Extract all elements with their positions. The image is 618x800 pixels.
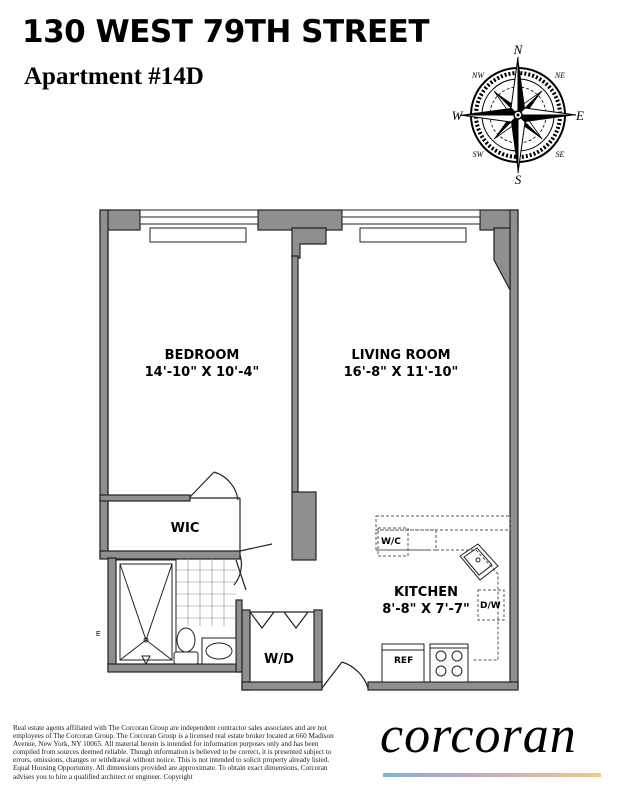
bedroom-name: BEDROOM: [164, 348, 240, 363]
wall-bottom-b: [368, 682, 518, 690]
wall-bedroom-bottom: [100, 495, 190, 501]
compass-label-e: E: [576, 108, 584, 123]
wall-top-mid: [258, 210, 342, 230]
bedroom-label: [132, 347, 272, 381]
wall-partition: [292, 256, 298, 492]
living-room-name: LIVING ROOM: [351, 348, 451, 363]
brand-color-bar: [383, 773, 601, 777]
wd-label: W/D: [264, 652, 294, 667]
compass-label-nw: NW: [472, 71, 484, 80]
wall-right: [510, 210, 518, 688]
ref-label: REF: [394, 656, 414, 666]
side-mark: E: [96, 631, 101, 638]
wall-column-right: [494, 228, 510, 290]
compass-label-w: W: [451, 108, 463, 123]
wall-bath-right: [236, 600, 242, 672]
compass-label-s: S: [514, 172, 522, 187]
compass-label-ne: NE: [554, 71, 566, 80]
compass-label-sw: SW: [472, 150, 484, 159]
wall-column-top: [292, 228, 326, 258]
wall-closet-right: [314, 610, 322, 688]
page-title: 130 WEST 79TH STREET: [22, 14, 430, 50]
wall-bath-left: [108, 558, 116, 670]
wall-bottom-a: [242, 682, 322, 690]
living-room-dims: 16'-8" X 11'-10": [343, 365, 459, 380]
bath-sink: [202, 638, 236, 664]
kitchen-label: [376, 584, 476, 618]
wall-column-bottom: [292, 492, 316, 560]
wic-label: WIC: [170, 521, 200, 536]
bedroom-dims: 14'-10" X 10'-4": [144, 365, 260, 380]
wall-wic-bottom: [100, 551, 240, 559]
dw-label: D/W: [480, 601, 501, 611]
kitchen-sink: [460, 544, 498, 580]
window-bedroom-sill: [150, 228, 246, 242]
stove: [430, 644, 468, 682]
brand-logo: corcoran: [380, 707, 577, 764]
apartment-subtitle: Apartment #14D: [24, 63, 204, 90]
wall-left: [100, 210, 108, 558]
shower: [116, 560, 176, 664]
compass-label-se: SE: [555, 150, 565, 159]
wall-bath-bottom: [108, 664, 240, 672]
wall-closet-left: [242, 610, 250, 690]
wc-label: W/C: [381, 537, 401, 547]
legal-disclaimer: Real estate agents affiliated with The Corcoran Group are independent contractor sales associates and are not employees of The Corcoran Group. The Corcoran Group is a licensed real estate broker located at 660 Madison Avenue, New York, NY 10065. All material herein is intended for information purposes only and has been compiled from sources deemed reliable. Though information is believed to be correct, it is presented subject to errors, omissions, changes or withdrawal without notice. This is not intended to solicit property already listed. Equal Housing Opportunity. All dimensions provided are approximate. To obtain exact dimensions, Corcoran advises you to hire a qualified architect or engineer. Copyright: [13, 724, 334, 781]
toilet: [174, 628, 198, 664]
kitchen-dims: 8'-8" X 7'-7": [382, 602, 470, 617]
window-living-sill: [360, 228, 466, 242]
compass-label-n: N: [513, 42, 523, 57]
living-room-label: [330, 347, 472, 381]
kitchen-name: KITCHEN: [394, 585, 458, 600]
